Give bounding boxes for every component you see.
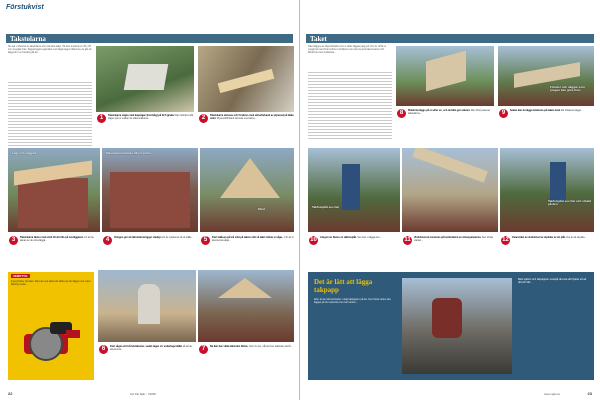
- tip-box-title: Det är lätt att lägga takpapp: [314, 278, 373, 294]
- photo-4: [102, 148, 198, 232]
- photo-12-label: Takfotsplåt ses här och stödet på den: [548, 199, 592, 207]
- step-caption-8: Brädorna läggs på en efter en, och de lätta gör arbetet. Men först justeras takstolarna...: [408, 109, 490, 116]
- photo-9: [498, 46, 594, 106]
- photo-12: [500, 148, 594, 232]
- step-badge-9: 9: [499, 109, 508, 118]
- tip-box: [308, 272, 594, 380]
- step-caption-7: Nu kan den släta takstolen fästas. Som du ser, så kommer takstolen att få...: [210, 345, 293, 348]
- footer-left: Gör Det Själv · 7/2008: [130, 393, 156, 396]
- tool-box-text: Inga privärer på taket. Med det nya sättet att sätta upp det läggs med enkel fästning hellre...: [11, 280, 91, 287]
- photo-10: [308, 148, 400, 232]
- right-page: [300, 0, 600, 400]
- photo-8: [396, 46, 494, 106]
- page-number-left: 22: [8, 391, 13, 396]
- photo-5: [200, 148, 294, 232]
- photo-6: [98, 270, 196, 342]
- photo-9-label: Fönster och väggar som pregen kan göra föns: [550, 85, 585, 93]
- circular-saw-icon: [16, 312, 86, 374]
- step-caption-9: Sedan kan du lägga brädorna på takets kant där bräderna läggs...: [510, 109, 583, 112]
- step-badge-4: 4: [103, 236, 112, 245]
- tool-box-title: VERKTYG: [13, 274, 28, 278]
- right-title-bar: [306, 34, 594, 43]
- step-badge-11: 11: [404, 237, 411, 243]
- step-badge-6: 6: [99, 345, 108, 354]
- tip-box-text: Efter att de rätt kostnader vi lagt takpappen på det. Den första raden ska läggas på det nedersta, lite över kanten...: [314, 298, 391, 305]
- photo-10-label: Takfotsplåt ses här: [312, 205, 340, 209]
- left-title-bar: [6, 34, 293, 43]
- photo-7: [198, 270, 294, 342]
- tool-box: [8, 272, 94, 380]
- intro-right: Taket lägges av råspontbrädor som vi sätter läggas papp på. Om du vill fä en snyggt tak med bruk behöver vindskivor som ska med på takets kanter och tillsamma med vindskivan...: [308, 46, 387, 54]
- page-number-right: 23: [587, 391, 592, 396]
- photo-3-label: Lagt och väggad: [12, 151, 36, 155]
- step-caption-11: Vindskivorna monteras på kortändarna av virkespanelerna. Den första vänder...: [414, 236, 493, 243]
- photo-5-label: Stöd: [258, 207, 265, 211]
- footer-right: www.mgds.se: [544, 393, 560, 396]
- step-caption-3: Takstolarna fästes med stöd till sitt tills på överliggaren. Fö att de akuas av de skruvlägga...: [20, 236, 94, 243]
- tip-photo: [402, 278, 512, 374]
- step-badge-3: 3: [9, 236, 18, 245]
- section-tag: Förstukvist: [6, 4, 44, 11]
- step-badge-7: 7: [199, 345, 208, 354]
- photo-1: [96, 46, 194, 112]
- intro-left: Nu ska vi tillverka de takstolarna som ska bära taket. Till dem används en 45 x 95 mm 4-reglad virke. Sågvid tagas regelvirket med sågar tagen tillsamma, de går att lägga det i en förvaring till att...: [8, 46, 92, 54]
- step-badge-1: 1: [97, 114, 106, 123]
- photo-3: [8, 148, 100, 232]
- step-badge-8: 8: [397, 109, 406, 118]
- step-badge-5: 5: [201, 236, 210, 245]
- left-title: Takstolarna: [10, 35, 46, 43]
- step-badge-10: 10: [310, 237, 317, 243]
- intro-right-body: [308, 70, 392, 140]
- step-badge-12: 12: [502, 237, 509, 243]
- step-caption-2: Takstolarna skruvas och förskrivs med skruvförband av plywood på båda sidor. Plywoodförband skruvas med skruv...: [210, 114, 294, 121]
- photo-4-label: Takstolarna kärnas till en prima: [106, 151, 151, 155]
- step-caption-4: Ortogen gör att takstolarna ligger stadigt och de markeras till ett ställe...: [114, 236, 194, 239]
- step-badge-2: 2: [199, 114, 208, 123]
- step-caption-1: Takstolarna sågas med kapsågen (bordsåg) på 22,5 grader Det inbördes står sägen på en mellan de olika vinklarna...: [108, 114, 194, 121]
- photo-2: [198, 46, 294, 112]
- photo-11: [402, 148, 498, 232]
- step-caption-6: Fäst sågen vid två tekniknoter, sedan lagas vi i underlagsstället så att de ska kunna...: [110, 345, 192, 352]
- step-caption-12: Ovansidan av vindskivorna skyddas av ett plåt. Det är att skydda...: [512, 236, 587, 239]
- step-caption-5: Fäst takåsen på två stöd på takets mitt så taket måste vi såga... För att vi ska kunna såga...: [212, 236, 294, 243]
- tip-caption: Med spiken och takpappen ovanpå det ska det flyttas så att det blir tätt...: [518, 278, 587, 285]
- right-title: Taket: [310, 35, 327, 43]
- step-caption-10: Längst ner fästes en takfotsplåt. Sen kan vi lägga den...: [320, 236, 382, 239]
